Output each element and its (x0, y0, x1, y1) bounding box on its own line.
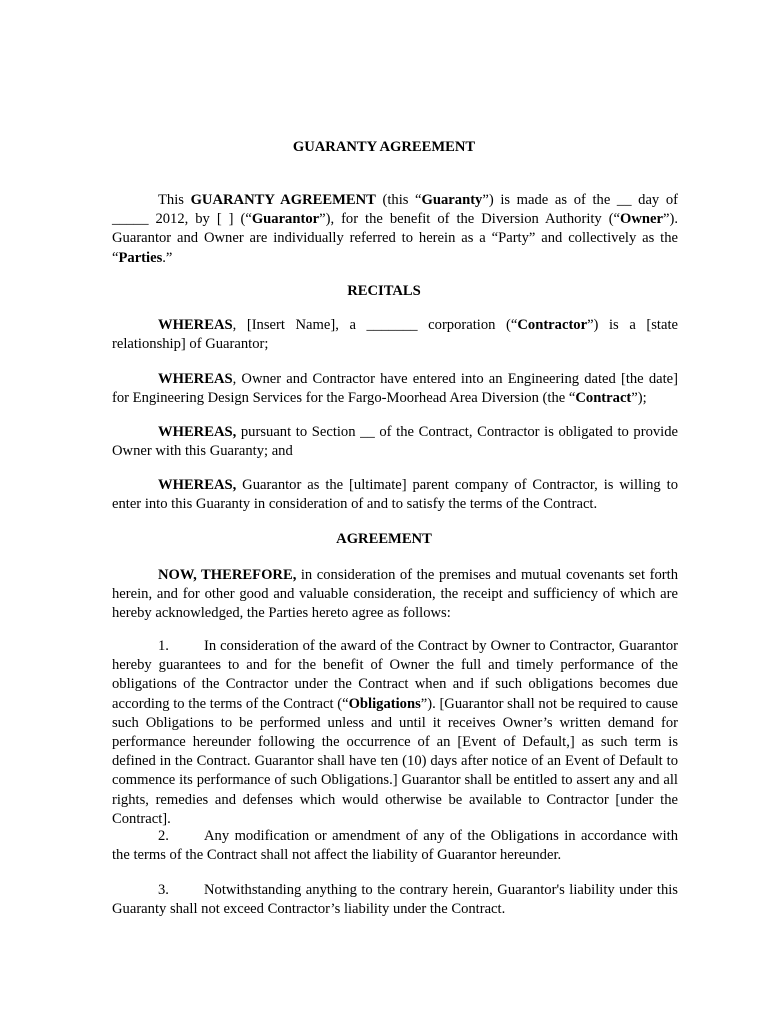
clause-number: 1. (158, 638, 169, 654)
term-guarantor: Guarantor (251, 211, 320, 228)
intro-text: .” (162, 249, 173, 266)
recitals-heading: RECITALS (347, 283, 421, 299)
whereas-label: WHEREAS, (158, 477, 237, 493)
clause-text: ”). [Guarantor shall not be required to cause such Obligations to be performed unless and until it receives Owner’s written demand for performance hereunder following the occurrence of an [Event of Default,] as such term is defined in the Contract. Guarantor shall have ten (10) days after notice of an Event of Default to commence its performance of such Obligations.] Guarantor shall be entitled to assert any and all rights, remedies and defenses which would otherwise be available to Contractor [under the Contract]. (112, 695, 678, 827)
recital-text: , [Insert Name], a _______ corporation (“ (232, 317, 518, 333)
clause-text: In consideration of the award of the Contract by Owner to Contractor, Guarantor hereby guarantees to and for the benefit of Owner the full and timely performance of the obligations of the Contractor under the Contract when and if such obligations becomes due according to the terms of the Contract (“ (112, 638, 678, 712)
whereas-label: WHEREAS, (158, 424, 237, 440)
intro-paragraph (112, 191, 678, 268)
clause-2 (112, 827, 678, 865)
document-title: GUARANTY AGREEMENT (292, 139, 476, 155)
recital-text: pursuant to Section __ of the Contract, Contractor is obligated to provide Owner with this Guaranty; and (112, 424, 678, 460)
intro-text: This (158, 192, 191, 208)
clause-number: 3. (158, 882, 169, 898)
term-contract: Contract (575, 390, 632, 407)
clause-text: Notwithstanding anything to the contrary herein, Guarantor's liability under this Guaranty shall not exceed Contractor’s liability under the Contract. (112, 882, 678, 918)
whereas-label: WHEREAS (158, 371, 233, 387)
recital-1 (112, 316, 678, 354)
term-guaranty: Guaranty (421, 192, 483, 208)
term-obligations: Obligations (348, 695, 421, 712)
term-guaranty-agreement: GUARANTY AGREEMENT (190, 192, 376, 208)
now-therefore-label: NOW, THEREFORE, (158, 567, 297, 583)
clause-1 (112, 637, 678, 829)
intro-text: ”), for the benefit of the Diversion Authority (“ (319, 211, 621, 228)
clause-3 (112, 881, 678, 919)
recital-3 (112, 423, 678, 461)
now-therefore-paragraph (112, 566, 678, 624)
recital-text: , Owner and Contractor have entered into an Engineering dated [the date] for Engineering Design Services for the Fargo-Moorhead Area Diversion (the “ (112, 371, 678, 407)
recital-4 (112, 476, 678, 514)
recital-text: ”); (631, 390, 647, 407)
whereas-label: WHEREAS (158, 317, 233, 333)
term-owner: Owner (620, 211, 663, 228)
recital-text: Guarantor as the [ultimate] parent company of Contractor, is willing to enter into this Guaranty in consideration of and to satisfy the terms of the Contract. (112, 477, 678, 513)
now-therefore-text: in consideration of the premises and mutual covenants set forth herein, and for other good and valuable consideration, the receipt and sufficiency of which are hereby acknowledged, the Parties hereto agree as follows: (112, 567, 678, 622)
agreement-heading: AGREEMENT (336, 531, 432, 547)
term-parties: Parties (118, 249, 163, 266)
intro-text: ”) is made as of the __ day of _____ 2012, by [ ] (“ (112, 192, 678, 228)
recital-2 (112, 370, 678, 408)
intro-text: (this “ (375, 192, 422, 208)
clause-number: 2. (158, 828, 169, 844)
clause-text: Any modification or amendment of any of the Obligations in accordance with the terms of the Contract shall not affect the liability of Guarantor hereunder. (112, 828, 678, 864)
term-contractor: Contractor (517, 317, 588, 333)
intro-text: ”). Guarantor and Owner are individually referred to herein as a “Party” and collectively as the “ (112, 211, 678, 266)
recital-text: ”) is a [state relationship] of Guarantor; (112, 317, 678, 353)
